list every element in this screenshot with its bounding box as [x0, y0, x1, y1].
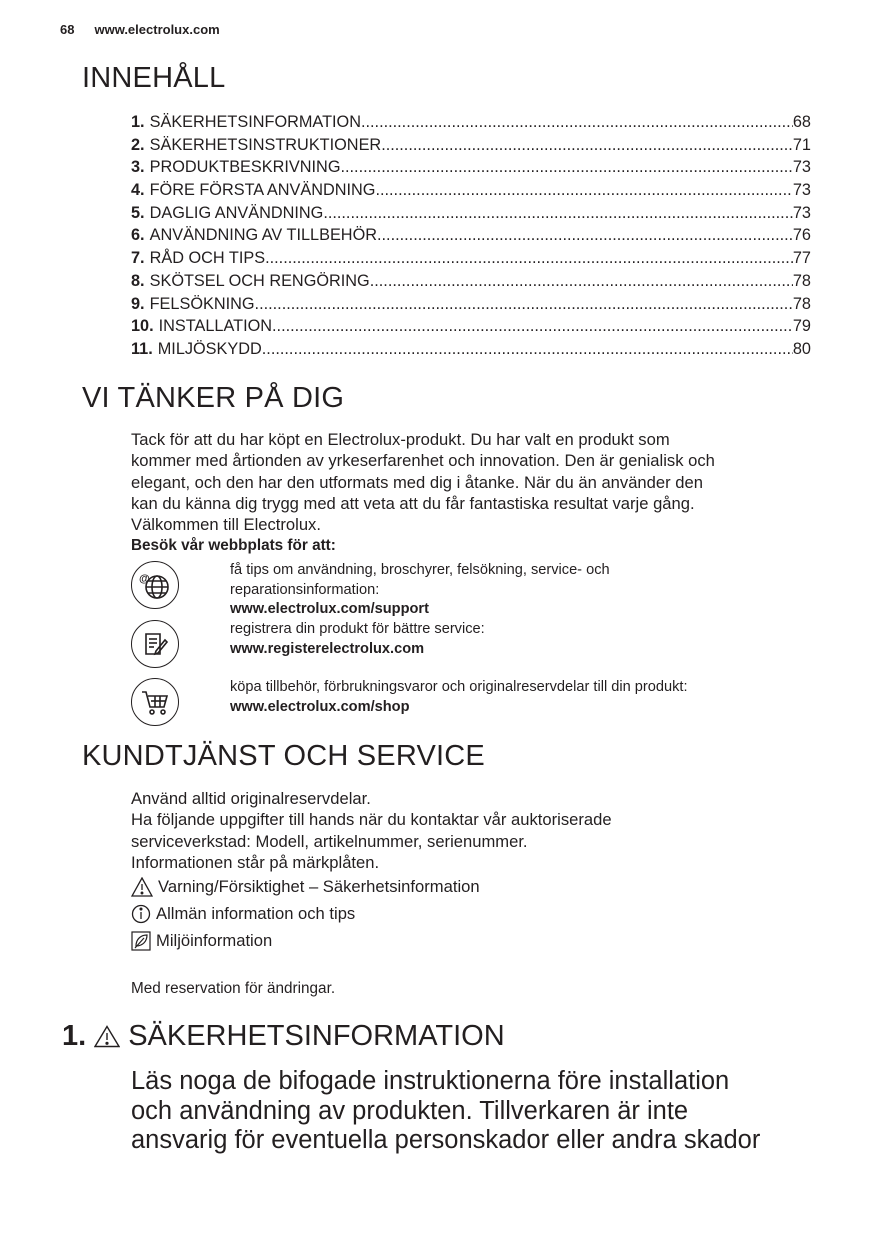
warning-icon [131, 877, 153, 897]
globe-icon [131, 561, 179, 609]
info-icon [131, 904, 151, 924]
table-of-contents [131, 111, 811, 361]
warning-symbol-line: Varning/Försiktighet – Säkerhetsinformation [131, 873, 811, 900]
warning-icon [94, 1025, 120, 1048]
toc-item[interactable]: 7. RÅD OCH TIPS ..... 77 [131, 247, 811, 270]
reservation-note: Med reservation för ändringar. [131, 980, 336, 997]
thinking-title: VI TÄNKER PÅ DIG [82, 382, 345, 414]
service-title: KUNDTJÄNST OCH SERVICE [82, 740, 485, 772]
section-1-body: Läs noga de bifogade instruktionerna före installation och användning av produkten. Tillverkaren är inte ansvarig för eventuella personskador eller andra skador [131, 1067, 761, 1154]
info-symbol-line: Allmän information och tips [131, 900, 811, 927]
page-header [60, 22, 220, 37]
page-number: 68 [60, 22, 75, 37]
support-url[interactable]: www.electrolux.com/support [230, 601, 429, 618]
toc-item[interactable]: 2. SÄKERHETSINSTRUKTIONER ..... 71 [131, 134, 811, 157]
register-url[interactable]: www.registerelectrolux.com [230, 640, 425, 657]
svg-text:@: @ [139, 573, 150, 585]
toc-item[interactable]: 9. FELSÖKNING ..... 78 [131, 293, 811, 316]
section-title: SÄKERHETSINFORMATION [128, 1020, 505, 1052]
toc-item[interactable]: 8. SKÖTSEL OCH RENGÖRING ..... 78 [131, 270, 811, 293]
visit-heading: Besök vår webbplats för att: [131, 537, 336, 555]
toc-item[interactable]: 1. SÄKERHETSINFORMATION ..... 68 [131, 111, 811, 134]
cart-icon [131, 678, 179, 726]
leaf-icon [131, 931, 151, 951]
toc-item[interactable]: 6. ANVÄNDNING AV TILLBEHÖR ..... 76 [131, 224, 811, 247]
toc-item[interactable]: 5. DAGLIG ANVÄNDNING ..... 73 [131, 202, 811, 225]
environment-symbol-line: Miljöinformation [131, 927, 811, 954]
header-url: www.electrolux.com [94, 22, 220, 37]
toc-item[interactable]: 10. INSTALLATION ..... 79 [131, 315, 811, 338]
shop-url[interactable]: www.electrolux.com/shop [230, 698, 410, 715]
register-icon [131, 620, 179, 668]
toc-item[interactable]: 4. FÖRE FÖRSTA ANVÄNDNING ..... 73 [131, 179, 811, 202]
service-text: Använd alltid originalreservdelar. Ha följande uppgifter till hands när du kontaktar vår auktoriserade serviceverkstad: Modell, artikelnummer, serienummer. Informationen står på märkplåten. Varning/Försiktighet – Säkerhetsinformation Allmän information och tips Miljöinformation [131, 788, 811, 954]
toc-title: INNEHÅLL [82, 62, 226, 94]
intro-text: Tack för att du har köpt en Electrolux-produkt. Du har valt en produkt som kommer med årtionden av yrkeserfarenhet och innovation. Den är genialisk och elegant, och den har den utformats med dig i åtanke. När du än använder den kan du känna dig trygg med att veta att du får fantastiska resultat varje gång. Välkommen till Electrolux. Besök vår webbplats för att: [131, 429, 811, 557]
section-1-heading [62, 1020, 505, 1053]
section-number: 1. [62, 1020, 87, 1052]
toc-item[interactable]: 11. MILJÖSKYDD ..... 80 [131, 338, 811, 361]
toc-item[interactable]: 3. PRODUKTBESKRIVNING ..... 73 [131, 156, 811, 179]
